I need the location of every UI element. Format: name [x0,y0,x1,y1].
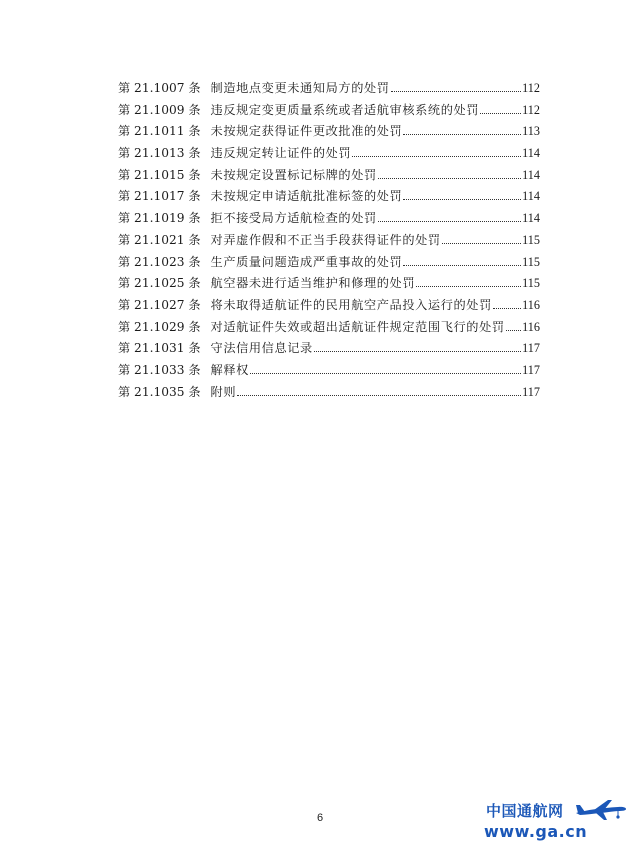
toc-entry-number: 第 21.1013 条 [118,146,201,161]
toc-dot-leader [352,156,521,157]
toc-entry[interactable] [118,79,540,101]
toc-entry-page: 114 [522,146,540,161]
toc-entry-number: 第 21.1019 条 [118,211,201,226]
toc-entry-title: 违反规定变更质量系统或者适航审核系统的处罚 [210,102,480,117]
toc-entry[interactable] [118,101,540,123]
toc-dot-leader [250,373,521,374]
toc-dot-leader [378,221,521,222]
toc-entry-page: 115 [522,254,540,269]
toc-entry-page: 115 [522,232,540,247]
toc-entry-page: 115 [522,276,540,291]
toc-entry-number: 第 21.1017 条 [118,189,201,204]
toc-entry[interactable] [118,361,540,383]
toc-entry-number: 第 21.1031 条 [118,341,201,356]
toc-entry[interactable] [118,231,540,253]
toc-dot-leader [403,199,521,200]
toc-entry[interactable] [118,166,540,188]
toc-entry-page: 112 [522,81,540,95]
page-number: 6 [316,812,324,824]
toc-dot-leader [403,134,521,135]
toc-dot-leader [416,286,521,287]
toc-dot-leader [506,330,522,331]
toc-entry-number: 第 21.1033 条 [118,362,201,377]
airplane-icon [574,798,628,824]
toc-entry[interactable] [118,187,540,209]
toc-entry[interactable] [118,144,540,166]
toc-dot-leader [480,113,521,114]
toc-entry[interactable] [118,296,540,318]
toc-entry[interactable] [118,122,540,144]
toc-entry[interactable] [118,253,540,275]
toc-entry[interactable] [118,318,540,340]
watermark-logo [482,798,632,846]
toc-entry-page: 114 [522,211,540,226]
toc-entry-title: 解释权 [210,362,249,377]
toc-entry-title: 拒不接受局方适航检查的处罚 [210,211,377,226]
toc-entry[interactable] [118,339,540,361]
toc-entry-title: 将未取得适航证件的民用航空产品投入运行的处罚 [210,297,492,312]
toc-entry-page: 112 [522,102,540,117]
toc-entry-page: 116 [522,297,540,312]
toc-entry-title: 未按规定申请适航批准标签的处罚 [210,189,403,204]
toc-entry-page: 117 [522,341,540,356]
toc-entry-title: 违反规定转让证件的处罚 [210,146,352,161]
toc-entry-title: 未按规定获得证件更改批准的处罚 [210,124,403,139]
toc-entry-title: 对弄虚作假和不正当手段获得证件的处罚 [210,232,441,247]
toc-dot-leader [237,395,521,396]
toc-dot-leader [378,178,521,179]
toc-entry-title: 附则 [210,384,237,399]
toc-entry-page: 113 [522,124,540,139]
toc-entry-page: 114 [522,167,540,182]
toc-entry-number: 第 21.1023 条 [118,254,201,269]
toc-dot-leader [493,308,521,309]
toc-entry-number: 第 21.1029 条 [118,319,201,334]
toc-dot-leader [442,243,521,244]
toc-entry-number: 第 21.1021 条 [118,232,201,247]
toc-entry-number: 第 21.1007 条 [118,81,201,95]
toc-entry[interactable] [118,383,540,405]
watermark-site-name: 中国通航网 [486,802,564,820]
toc-entry-number: 第 21.1015 条 [118,167,201,182]
toc-entry-title: 未按规定设置标记标牌的处罚 [210,167,377,182]
toc-dot-leader [314,351,521,352]
toc-entry[interactable] [118,209,540,231]
toc-entry-page: 117 [522,384,540,399]
table-of-contents [118,79,540,404]
toc-entry-title: 生产质量问题造成严重事故的处罚 [210,254,403,269]
toc-entry-number: 第 21.1035 条 [118,384,201,399]
toc-entry-page: 117 [522,362,540,377]
toc-entry[interactable] [118,274,540,296]
toc-entry-title: 守法信用信息记录 [210,341,313,356]
toc-entry-page: 114 [522,189,540,204]
toc-entry-page: 116 [522,319,540,334]
toc-entry-title: 制造地点变更未通知局方的处罚 [210,81,390,95]
toc-entry-number: 第 21.1025 条 [118,276,201,291]
toc-dot-leader [403,265,521,266]
toc-dot-leader [391,91,522,92]
toc-entry-number: 第 21.1027 条 [118,297,201,312]
toc-entry-number: 第 21.1011 条 [118,124,201,139]
toc-entry-number: 第 21.1009 条 [118,102,201,117]
watermark-url: www.ga.cn [484,822,588,841]
toc-entry-title: 对适航证件失效或超出适航证件规定范围飞行的处罚 [210,319,505,334]
toc-entry-title: 航空器未进行适当维护和修理的处罚 [210,276,416,291]
